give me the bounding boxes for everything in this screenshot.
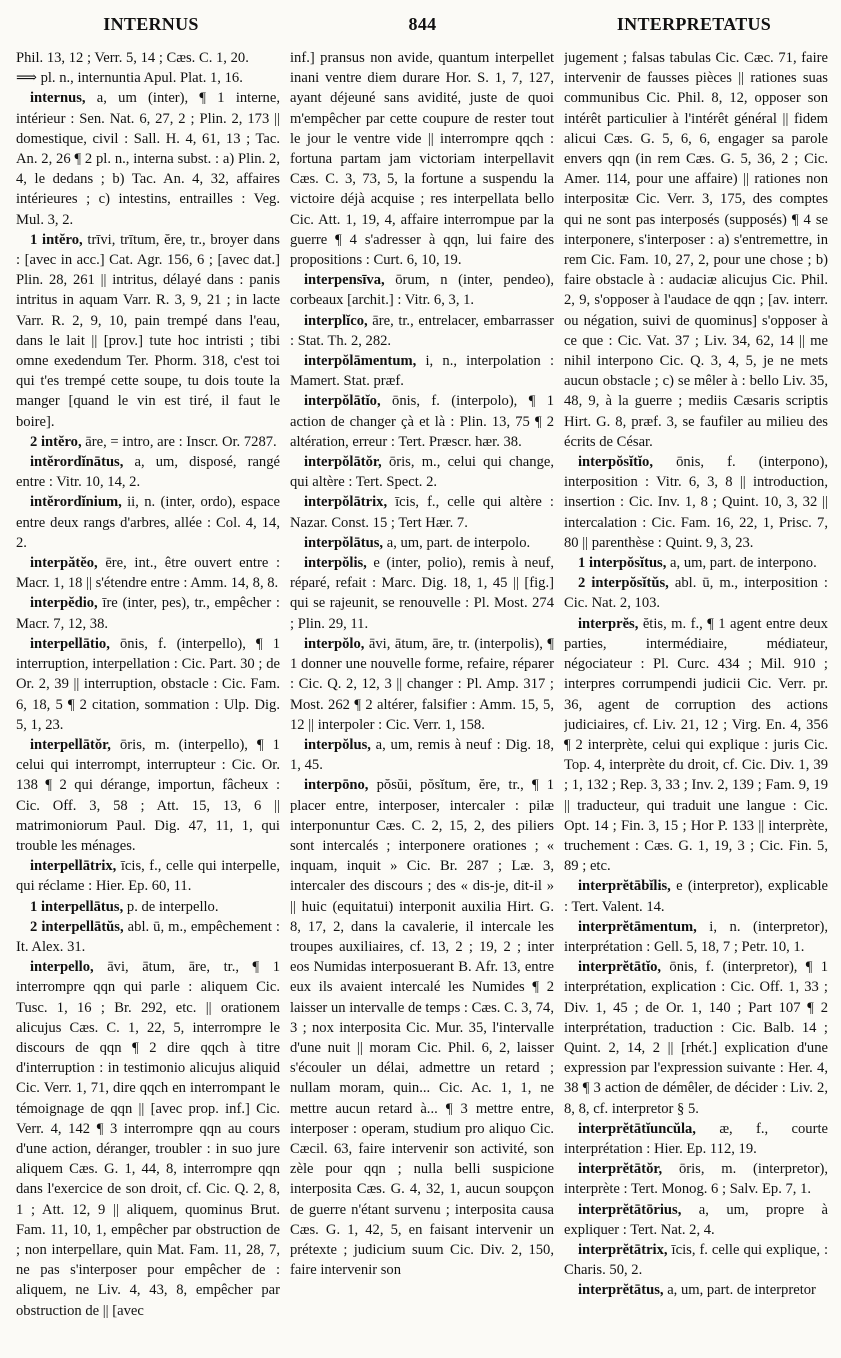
- dictionary-entry: [16, 957, 280, 1321]
- entry-definition: a, um, part. de interpolo.: [386, 534, 531, 551]
- entry-definition: pŏsŭi, pŏsĭtum, ĕre, tr., ¶ 1 placer entre, interposer, intercaler : pilæ interponuntur Cæs. C. 2, 15, 2, des piliers sont intercalés ; interponere orationes ; « inquam, inquit » Cic. Br. 287 ; Læ. 3, intercaler des discours ; des « dis-je, dit-il » || huic (equitatui) interponit auxilia Hirt. G. 8, 17, 2, dans la cavalerie, il intercale les troupes auxiliaires, cf. 13, 2 ; 19, 2 ; inter eos Numidas interposuerant B. Afr. 13, entre eux ils avaient intercalé les Numides ¶ 2 laisser un intervalle de temps : Cæs. C. 3, 74, 3 ; nox interposita Cic. Mur. 35, l'intervalle d'une nuit || moram Cic. Phil. 6, 2, laisser s'écouler un délai, admettre un retard ; nullam moram, quin... Cic. Ac. 1, 1, ne mettre aucun retard à... ¶ 3 mettre entre, interposer : operam, studium pro aliquo Cic. Cæcil. 63, faire intervenir son activité, son zèle pour qqn ; nulla belli suspicione interposita Cæs. G. 4, 32, 1, aucun soupçon de guerre n'étant survenu ; interposita causa Cæs. G. 1, 42, 5, en faisant intervenir un prétexte ; judicium suum Cic. Div. 2, 150, faire intervenir son: [290, 777, 554, 1279]
- dictionary-entry: [564, 1240, 828, 1280]
- entry-definition: īcis, f. celle qui explique, : Charis. 50, 2.: [564, 1241, 828, 1279]
- entry-headword: interpŏlātĭo,: [304, 393, 381, 410]
- entry-headword: interpŏlātrix,: [304, 494, 388, 511]
- entry-headword: 1 interpŏsĭtus,: [578, 555, 667, 572]
- entry-definition: ēre, int., être ouvert entre : Macr. 1, 18 || s'étendre entre : Amm. 14, 8, 8.: [16, 555, 280, 592]
- dictionary-entry: [564, 452, 828, 553]
- dictionary-entry: [16, 230, 280, 432]
- entry-definition: ōnis, f. (interpello), ¶ 1 interruption, interpellation : Cic. Part. 30 ; de Or. 2, 39 || interruption, obstacle : Cic. Fam. 6, 18, 5 ¶ 2 citation, sommation : Ulp. Dig. 5, 1, 23.: [16, 635, 280, 733]
- entry-headword: interpătĕo,: [30, 555, 98, 572]
- dictionary-entry: [16, 735, 280, 856]
- dictionary-entry: [564, 957, 828, 1119]
- entry-headword: interpellātrix,: [30, 858, 117, 875]
- dictionary-entry: [290, 452, 554, 492]
- entry-headword: interpŏlo,: [304, 635, 365, 652]
- entry-headword: interplĭco,: [304, 312, 368, 329]
- entry-headword: interprĕtātōrius,: [578, 1201, 682, 1218]
- entry-headword: 1 interpellātus,: [30, 898, 124, 915]
- entry-definition: i, n. (interpretor), interprétation : Gell. 5, 18, 7 ; Petr. 10, 1.: [564, 918, 828, 955]
- entry-definition: abl. ū, m., interposition : Cic. Nat. 2, 103.: [564, 575, 828, 612]
- entry-definition: āvi, ātum, āre, tr., ¶ 1 interrompre qqn qui parle : aliquem Cic. Tusc. 1, 16 ; Br. 292, etc. || orationem alicujus Cæs. C. 1, 22, 5, interrompre le discours de qqn ¶ 2 dire qqch à titre d'interruption : in testimonio alicujus aliquid Cic. Verr. 1, 71, dire qqch en interrompant le témoignage de qqn || [avec prop. inf.] Cic. Verr. 4, 142 ¶ 3 interrompre qqn au cours d'une action, déranger, troubler : in suo jure aliquem Cæs. G. 1, 44, 8, interrompre qqn dans l'exercice de son droit, cf. Cic. Q. 2, 8, 1 ; Att. 12, 9 || aliquem, quominus Brut. Fam. 11, 10, 1, empêcher par obstruction de ; non interpellare, quin Mat. Fam. 11, 28, 7, ne pas s'interposer pour empêcher de : aliquem, ne Liv. 4, 43, 8, empêcher par obstruction de || [avec: [16, 959, 280, 1319]
- entry-definition: e (interpretor), explicable : Tert. Valent. 14.: [564, 878, 828, 915]
- dictionary-entry: [16, 432, 280, 452]
- entry-definition: āre, = intro, are : Inscr. Or. 7287.: [85, 433, 277, 450]
- entry-headword: interpensīva,: [304, 272, 385, 289]
- dictionary-entry: [564, 917, 828, 957]
- dictionary-entry: [290, 775, 554, 1280]
- dictionary-entry: [564, 876, 828, 916]
- entry-headword: interpŏlis,: [304, 555, 367, 572]
- entry-definition: a, um, disposé, rangé entre : Vitr. 10, 14, 2.: [16, 454, 280, 491]
- entry-headword: interprĕtātŏr,: [578, 1161, 663, 1178]
- running-head-left: INTERNUS: [103, 14, 199, 34]
- entry-headword: interprĕtāmentum,: [578, 918, 697, 935]
- page-header: [16, 14, 829, 48]
- dictionary-entry: [290, 311, 554, 351]
- dictionary-entry: [16, 68, 280, 88]
- entry-definition: æ, f., courte interprétation : Hier. Ep. 112, 19.: [564, 1120, 828, 1157]
- entry-headword: interprĕtābĭlis,: [578, 878, 671, 895]
- entry-headword: 2 interpŏsĭtŭs,: [578, 575, 669, 592]
- dictionary-entry: [564, 1159, 828, 1199]
- entry-definition: jugement ; falsas tabulas Cic. Cæc. 71, faire intervenir de fausses pièces || rationes suas communibus Cic. Phil. 8, 12, opposer son intérêt particulier à l'intérêt général || fidem alicui Cæs. G. 5, 6, 6, engager sa parole envers qqn (in rem Cæs. G. 5, 36, 2 ; Cic. Amer. 114, pour une affaire) || rationes non interpositæ Cic. Verr. 3, 175, des comptes qui ne sont pas interposés (supposés) ¶ 4 se interponere, s'interposer : a) s'entremettre, in rem Cic. Fam. 10, 27, 2, pour une chose ; b) faire obstacle à : audaciæ alicujus Cic. Phil. 2, 9, s'opposer à l'audace de qqn ; [av. interr. ou négation, suivi de quominus] s'opposer à ce que : Cic. Vat. 37 ; Liv. 34, 62, 14 || me nihil interpono Cic. Q. 3, 4, 5, je ne mets aucun obstacle ; c) se mêler à : bello Liv. 35, 48, 9, à la guerre ; mediis Cæsaris scriptis Hirt. G. 8, præf. 3, se faufiler au milieu des écrits de César.: [564, 50, 828, 450]
- entry-headword: interpŏlātus,: [304, 534, 384, 551]
- entry-definition: ōrum, n (inter, pendeo), corbeaux [archit.] : Vitr. 6, 3, 1.: [290, 272, 554, 309]
- entry-headword: interpŏlus,: [304, 736, 371, 753]
- entry-headword: interpellātio,: [30, 635, 110, 652]
- dictionary-entry: [290, 351, 554, 391]
- entry-definition: p. de interpello.: [126, 898, 219, 915]
- entry-definition: ōris, m. (interpretor), interprète : Tert. Monog. 6 ; Salv. Ep. 7, 1.: [564, 1161, 828, 1198]
- dictionary-entry: [16, 856, 280, 896]
- column-middle: [290, 48, 554, 1348]
- entry-headword: interpŏlātŏr,: [304, 454, 382, 471]
- dictionary-entry: [16, 634, 280, 735]
- entry-definition: ĕtis, m. f., ¶ 1 agent entre deux parties, intermédiaire, médiateur, négociateur : Pl. Curc. 434 ; Mil. 910 ; interpres corrumpendi judicii Cic. Verr. pr. 36, agent de corruption des actions judiciaires, cf. Liv. 21, 12 ; Virg. En. 4, 356 ¶ 2 interprète, celui qui explique : juris Cic. Top. 4, interprète du droit, cf. Cic. Div. 1, 39 ; 1, 132 ; Rep. 3, 33 ; Inv. 2, 139 ; Fam. 9, 19 || traducteur, qui traduit une langue : Cic. Opt. 14 ; Fin. 3, 15 ; Hor P. 133 || interprète, truchement : Cæs. G. 1, 19, 3 ; Cic. Fin. 5, 89 ; etc.: [564, 615, 828, 875]
- entry-headword: intĕrordĭnium,: [30, 494, 122, 511]
- entry-definition: ii, n. (inter, ordo), espace entre deux rangs d'arbres, allée : Col. 4, 14, 2.: [16, 494, 280, 551]
- entry-definition: abl. ū, m., empêchement : It. Alex. 31.: [16, 918, 280, 955]
- dictionary-entry: [564, 48, 828, 452]
- entry-definition: ōris, m. (interpello), ¶ 1 celui qui interrompt, interrupteur : Cic. Or. 138 ¶ 2 qui dérange, importun, fâcheux : Cic. Off. 3, 58 ; Att. 15, 13, 6 || matrimoniorum Paul. Dig. 47, 11, 1, qui trouble les ménages.: [16, 736, 280, 854]
- entry-headword: 2 intĕro,: [30, 433, 82, 450]
- entry-headword: interpŏsĭtĭo,: [578, 454, 653, 471]
- entry-headword: 2 interpellātŭs,: [30, 918, 124, 935]
- dictionary-entry: [564, 573, 828, 613]
- entry-definition: a, um, remis à neuf : Dig. 18, 1, 45.: [290, 736, 554, 774]
- entry-headword: interprĕs,: [578, 615, 639, 632]
- dictionary-entry: [564, 1280, 828, 1300]
- entry-definition: ōnis, f. (interpono), interposition : Vitr. 6, 3, 8 || introduction, insertion : Cic. Inv. 1, 8 ; Quint. 10, 3, 32 || intercalation : Cic. Fam. 16, 22, 1, Prisc. 7, 80 || parenthèse : Quint. 9, 3, 23.: [564, 454, 828, 551]
- dictionary-entry: [290, 735, 554, 775]
- entry-definition: e (inter, polio), remis à neuf, réparé, refait : Marc. Dig. 18, 1, 45 || [fig.] qui se rajeunit, se renouvelle : Pl. Most. 274 ; Plin. 29, 11.: [290, 555, 554, 632]
- dictionary-entry: [290, 553, 554, 634]
- dictionary-entry: [290, 492, 554, 532]
- entry-headword: internus,: [30, 90, 86, 107]
- dictionary-entry: [16, 492, 280, 553]
- column-left: [16, 48, 280, 1348]
- entry-headword: interpōno,: [304, 777, 369, 794]
- dictionary-entry: [16, 88, 280, 229]
- dictionary-entry: [16, 553, 280, 593]
- entry-headword: intĕrordĭnātus,: [30, 454, 124, 471]
- dictionary-entry: [564, 1200, 828, 1240]
- dictionary-entry: [16, 452, 280, 492]
- entry-definition: īre (inter, pes), tr., empêcher : Macr. 7, 12, 38.: [16, 595, 280, 632]
- running-head-right: INTERPRETATUS: [616, 14, 772, 34]
- entry-definition: ⟹ pl. n., internuntia Apul. Plat. 1, 16.: [16, 70, 243, 87]
- dictionary-entry: [16, 917, 280, 957]
- dictionary-entry: [564, 553, 828, 573]
- dictionary-entry: [290, 270, 554, 310]
- dictionary-entry: [290, 391, 554, 452]
- entry-headword: interpellātŏr,: [30, 736, 111, 753]
- dictionary-entry: [290, 48, 554, 270]
- entry-headword: interpĕdio,: [30, 595, 98, 612]
- entry-headword: interprĕtātus,: [578, 1282, 664, 1299]
- dictionary-entry: [564, 614, 828, 877]
- entry-definition: āvi, ātum, āre, tr. (interpolis), ¶ 1 donner une nouvelle forme, refaire, réparer : Cic. Q. 2, 12, 3 || changer : Pl. Amp. 317 ; Most. 262 ¶ 2 altérer, falsifier : Amm. 15, 5, 12 || interpoler : Cic. Verr. 1, 158.: [290, 635, 554, 733]
- entry-definition: a, um (inter), ¶ 1 interne, intérieur : Sen. Nat. 6, 27, 2 ; Plin. 2, 173 || domestique, civil : Sall. H. 4, 61, 13 ; Tac. An. 2, 26 ¶ 2 pl. n., interna subst. : a) Plin. 2, 4, le dedans ; b) Tac. An. 4, 32, affaires intérieures ; c) intestins, entrailles : Veg. Mul. 3, 2.: [16, 90, 280, 228]
- entry-headword: interprĕtātĭo,: [578, 959, 662, 976]
- entry-definition: ōnis, f. (interpretor), ¶ 1 interprétation, explication : Cic. Off. 1, 33 ; Div. 1, 45 ; de Or. 1, 140 ; Part 107 ¶ 2 interprétation, traduction : Cic. Balb. 14 ; Quint. 2, 14, 2 || [rhét.] explication d'une expression par l'expression suivante : Her. 4, 38 ¶ 3 action de démêler, de décider : Liv. 2, 8, 8, cf. interpretor § 5.: [564, 959, 828, 1117]
- dictionary-entry: [16, 897, 280, 917]
- entry-headword: interpello,: [30, 959, 94, 976]
- entry-headword: 1 intĕro,: [30, 231, 83, 248]
- dictionary-entry: [290, 533, 554, 553]
- page-number: 844: [408, 14, 437, 34]
- entry-definition: āre, tr., entrelacer, embarrasser : Stat. Th. 2, 282.: [290, 312, 554, 349]
- entry-headword: interprĕtātĭuncŭla,: [578, 1120, 696, 1137]
- dictionary-entry: [290, 634, 554, 735]
- entry-definition: ōris, m., celui qui change, qui altère : Tert. Spect. 2.: [290, 454, 554, 491]
- entry-definition: trīvi, trītum, ĕre, tr., broyer dans : [avec in acc.] Cat. Agr. 156, 6 ; [avec dat.] Plin. 28, 261 || intritus, délayé dans : panis intritus in aquam Varr. R. 3, 9, 21 ; in lacte Varr. R. 2, 9, 10, pain trempé dans l'eau, dans le lait || [prov.] tute hoc intristi ; tibi omne exedendum Ter. Phorm. 318, c'est toi qui t'es trempé cette soupe, tu dois toute la manger [quand le vin est tiré, il faut le boire].: [16, 231, 280, 430]
- dictionary-entry: [16, 593, 280, 633]
- entry-definition: i, n., interpolation : Mamert. Stat. præf.: [290, 353, 554, 390]
- entry-definition: īcis, f., celle qui altère : Nazar. Const. 15 ; Tert Hær. 7.: [290, 494, 554, 531]
- columns: [16, 48, 829, 1348]
- entry-headword: interpŏlāmentum,: [304, 353, 417, 370]
- entry-headword: interprĕtātrix,: [578, 1241, 668, 1258]
- dictionary-entry: [16, 48, 280, 68]
- column-right: [564, 48, 828, 1348]
- dictionary-entry: [564, 1119, 828, 1159]
- entry-definition: ōnis, f. (interpolo), ¶ 1 action de changer çà et là : Plin. 13, 75 ¶ 2 altération, erreur : Tert. Præscr. hær. 38.: [290, 393, 554, 450]
- entry-definition: a, um, propre à expliquer : Tert. Nat. 2, 4.: [564, 1201, 828, 1238]
- entry-definition: īcis, f., celle qui interpelle, qui réclame : Hier. Ep. 60, 11.: [16, 858, 280, 895]
- entry-definition: a, um, part. de interpono.: [670, 555, 817, 572]
- entry-definition: Phil. 13, 12 ; Verr. 5, 14 ; Cæs. C. 1, 20.: [16, 50, 249, 66]
- entry-definition: inf.] pransus non avide, quantum interpellet inani ventre diem durare Hor. S. 1, 7, 127, ayant déjeuné sans avidité, juste de quoi m'empêcher par cette coupure de rester tout le jour le ventre vide || interrompre qqch : fortuna partam jam victoriam interpellavit Cæs. C. 3, 73, 5, la fortune a suspendu la victoire déjà acquise ; res interpellata bello Cic. Att. 1, 19, 4, affaire interrompue par la guerre ¶ 4 s'adresser à qqn, lui faire des propositions : Curt. 6, 10, 19.: [290, 50, 554, 269]
- entry-definition: a, um, part. de interpretor: [667, 1282, 816, 1299]
